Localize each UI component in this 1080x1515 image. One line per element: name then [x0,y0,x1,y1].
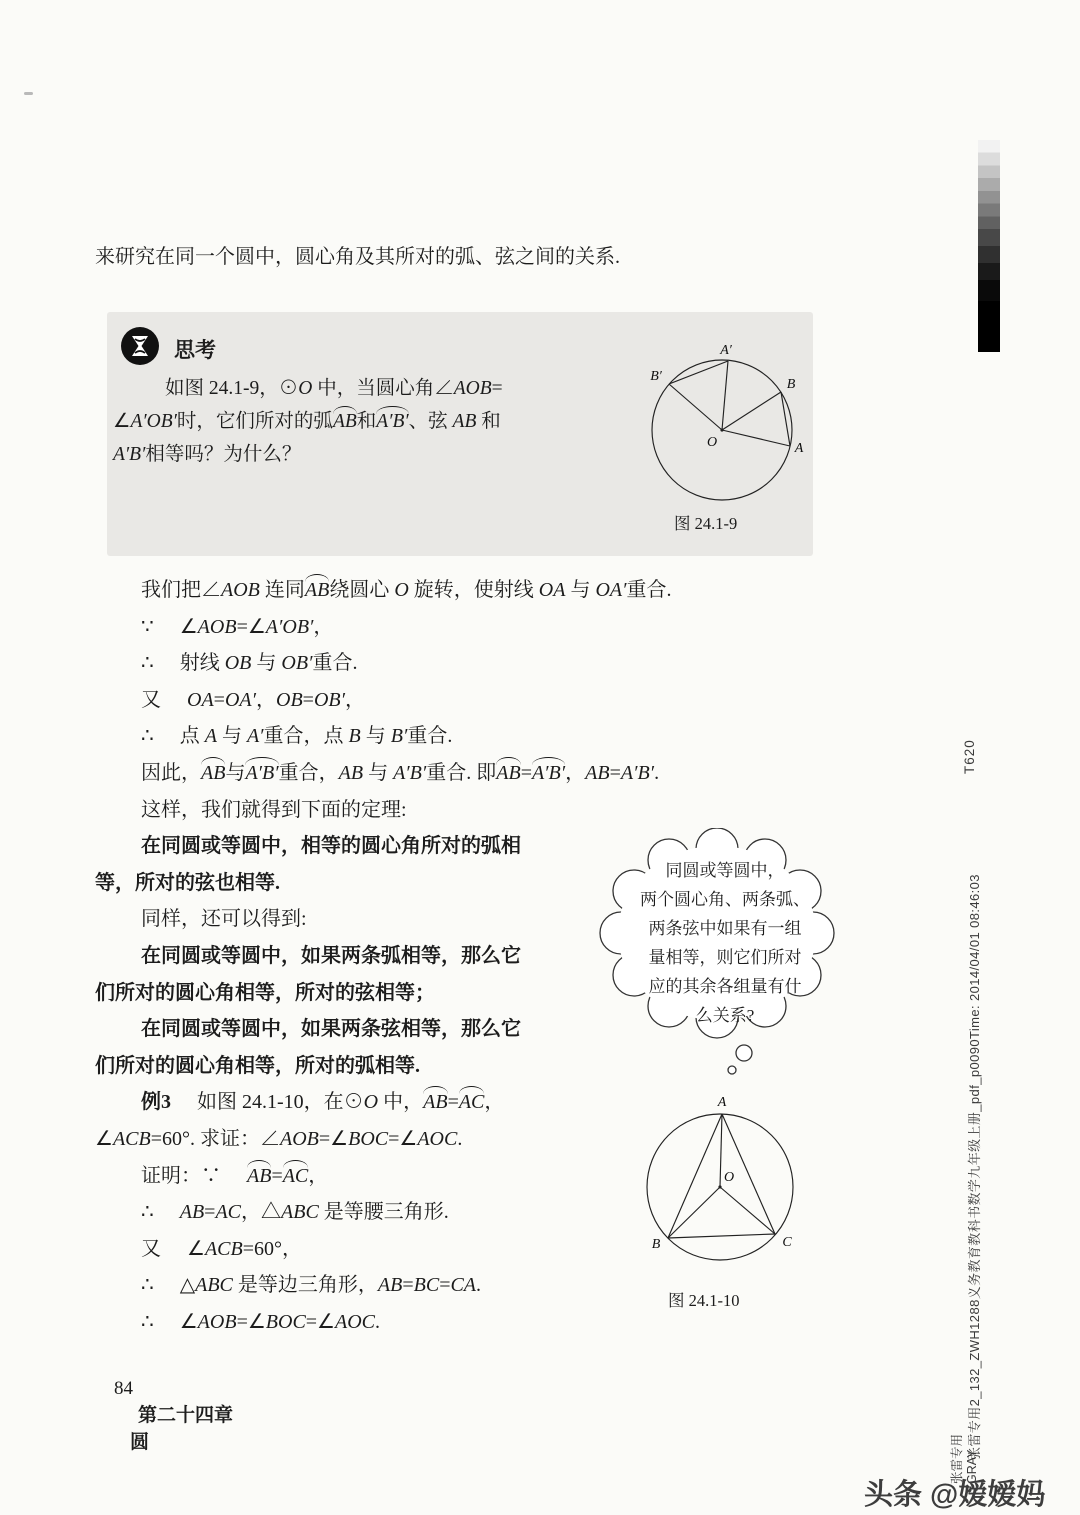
proof-line: ∴ AB=AC，△ABC 是等腰三角形. [141,1201,449,1224]
think-title: 思考 [174,339,216,362]
think-text-line: A′B′相等吗？为什么？ [113,444,302,465]
section-title: 圆 [130,1432,150,1453]
theorem-line: 们所对的圆心角相等，所对的弦相等； [95,981,435,1004]
figure-circle-24-1-10 [628,1092,813,1282]
text-line: 同样，还可以得到: [141,908,307,931]
hourglass-icon [120,326,160,366]
thought-bubble-text [610,856,840,1030]
page-footer [95,1356,233,1476]
print-code-stamp: T620 [962,739,977,774]
proof-line: 又 ∠ACB=60°， [141,1237,302,1260]
text-line: ∴ 点 A 与 A′重合，点 B 与 B′重合. [141,725,453,748]
proof-line: ∴ ∠AOB=∠BOC=∠AOC. [141,1310,380,1333]
theorem-line: 在同圆或等圆中，相等的圆心角所对的弧相 [141,835,521,858]
example-line: 例3 如图 24.1-10，在⊙O 中，AB=AC， [141,1091,505,1114]
bubble-line: 两个圆心角、两条弧、 [640,890,810,909]
theorem-line: 等，所对的弦也相等. [95,871,280,894]
pdf-watermark-stamp: 张雷专用2_132_ZWH1288义务教育教科书数学九年级上册_pdf_p0090Time: 2014/04/01 08:46:03 [967,874,982,1460]
owner-name: 张雷专用 [950,1433,964,1484]
bubble-line: 量相等，则它们所对 [648,948,802,967]
think-text-line: 如图 24.1-9，⊙O 中，当圆心角∠AOB= [165,378,503,399]
theorem-line: 在同圆或等圆中，如果两条弦相等，那么它 [141,1018,521,1041]
theorem-line: 在同圆或等圆中，如果两条弧相等，那么它 [141,944,521,967]
fig1-label-b-prime: B′ [650,369,662,384]
fig1-label-a: A [794,441,804,456]
text-line: 又 OA=OA′，OB=OB′， [141,688,365,711]
color-mode-label: GRAY [965,1449,979,1484]
figure-caption: 图 24.1-10 [668,1291,740,1310]
think-text-line: ∠A′OB′时，它们所对的弧AB和A′B′、弦 AB 和 [113,411,501,432]
text-line: ∵ ∠AOB=∠A′OB′， [141,615,334,638]
chapter-title: 第二十四章 [138,1405,234,1426]
example-line: ∠ACB=60°. 求证：∠AOB=∠BOC=∠AOC. [95,1127,463,1150]
bubble-line: 么关系? [695,1006,755,1025]
fig1-label-b: B [786,377,796,392]
figure-caption: 图 24.1-9 [674,514,738,533]
scan-speck [24,92,33,95]
text-line: ∴ 射线 OB 与 OB′重合. [141,652,358,675]
theorem-line: 们所对的圆心角相等，所对的弧相等. [95,1054,420,1077]
fig2-label-c: C [782,1235,792,1250]
fig2-label-o: O [723,1170,735,1185]
bubble-line: 两条弦中如果有一组 [648,919,802,938]
bubble-line: 同圆或等圆中， [665,861,785,880]
text-line: 我们把∠AOB 连同AB绕圆心 O 旋转，使射线 OA 与 OA′重合. [141,579,672,601]
page-number: 84 [114,1378,133,1399]
text-line: 这样，我们就得到下面的定理: [141,798,407,821]
proof-line: ∴ △ABC 是等边三角形，AB=BC=CA. [141,1274,482,1297]
fig2-label-b: B [651,1237,661,1252]
scan-calibration-bar [978,140,1000,352]
figure-circle-24-1-9 [622,342,822,517]
fig2-label-a: A [717,1095,727,1110]
proof-line: 证明：∵ AB=AC， [141,1164,329,1187]
fig1-label-a-prime: A′ [720,343,732,358]
text-line: 因此，AB与A′B′重合，AB 与 A′B′重合. 即AB=A′B′，AB=A′B′. [141,761,660,784]
bubble-line: 应的其余各组量有什 [648,977,802,996]
fig1-label-o: O [706,435,718,450]
intro-paragraph: 来研究在同一个圆中，圆心角及其所对的弧、弦之间的关系. [95,246,620,268]
toutiao-watermark: 头条 @嫒嫒妈 [864,1479,1046,1511]
